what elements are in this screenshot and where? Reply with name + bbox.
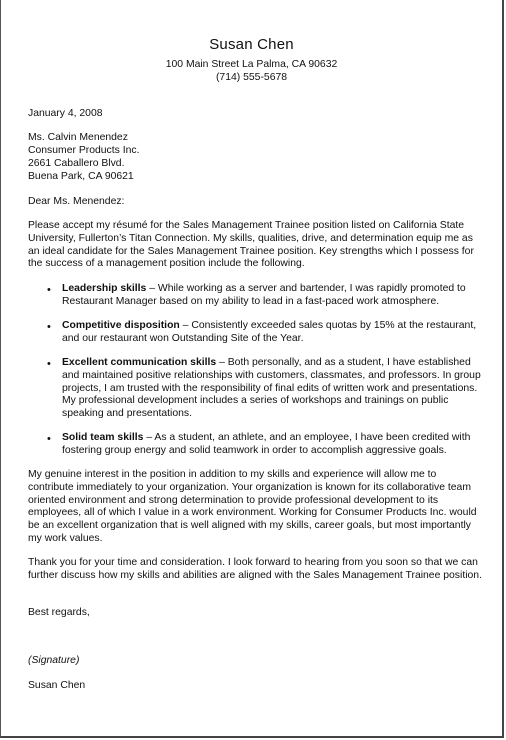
recipient-city: Buena Park, CA 90621 <box>28 171 134 182</box>
bullet-text <box>62 432 484 458</box>
thanks-paragraph: Thank you for your time and consideration. I look forward to hearing from you soon so that we can further discuss how my skills and abilities are aligned with the Sales Management Trainee position. <box>28 557 482 581</box>
bullet-body: – Both personally, and as a student, I have established and maintained positive relationships with customers, classmates, and professors. In group projects, I am trusted with the responsibility of final edits of written work and presentations. My professional development includes a series of workshops and trainings on public speaking and presentations. <box>62 357 481 420</box>
recipient-name: Ms. Calvin Menendez <box>28 132 128 143</box>
bullet-text <box>62 320 484 346</box>
bullet-title: Competitive disposition <box>62 320 180 331</box>
bullet-text <box>62 283 484 309</box>
salutation: Dear Ms. Menendez: <box>28 196 125 207</box>
bullet-icon: • <box>47 433 51 445</box>
interest-paragraph: My genuine interest in the position in addition to my skills and experience will allow me to contribute immediately to your organization. Your organization is known for its collaborative team oriented environment and strong determination to provide professional development to its employees, all of which I value in a work environment. Working for Consumer Products Inc. would be an excellent organization that is well aligned with my skills, career goals, but most importantly my work values. <box>28 469 477 544</box>
sender-address: 100 Main Street La Palma, CA 90632 <box>165 59 338 70</box>
sender-name: Susan Chen <box>209 36 294 53</box>
bullet-title: Excellent communication skills <box>62 357 217 368</box>
intro-paragraph: Please accept my résumé for the Sales Management Trainee position listed on California State University, Fullerton’s Titan Connection. My skills, qualities, drive, and determination equip me as an ideal candidate for the Sales Management Trainee position. Key strengths which I possess for the success of a management position include the following. <box>28 220 474 270</box>
bullet-icon: • <box>47 358 51 370</box>
recipient-company: Consumer Products Inc. <box>28 145 140 156</box>
bullet-body: – Consistently exceeded sales quotas by 15% at the restaurant, and our restaurant won Outstanding Site of the Year. <box>62 320 477 344</box>
signoff-name: Susan Chen <box>28 680 86 691</box>
sender-phone: (714) 555-5678 <box>215 72 288 83</box>
closing: Best regards, <box>28 607 90 618</box>
bullet-text <box>62 357 484 421</box>
bullet-icon: • <box>47 321 51 333</box>
letter-date: January 4, 2008 <box>28 108 103 119</box>
bullet-title: Leadership skills <box>62 283 147 294</box>
bullet-title: Solid team skills <box>62 432 144 443</box>
bullet-body: – As a student, an athlete, and an employee, I have been credited with fostering group energy and solid teamwork in order to accomplish aggressive goals. <box>62 432 471 456</box>
signature-placeholder: (Signature) <box>28 655 80 666</box>
bullet-icon: • <box>47 284 51 296</box>
bullet-body: – While working as a server and bartender, I was rapidly promoted to Restaurant Manager based on my ability to lead in a fast-paced work atmosphere. <box>62 283 466 307</box>
recipient-street: 2661 Caballero Blvd. <box>28 158 125 169</box>
